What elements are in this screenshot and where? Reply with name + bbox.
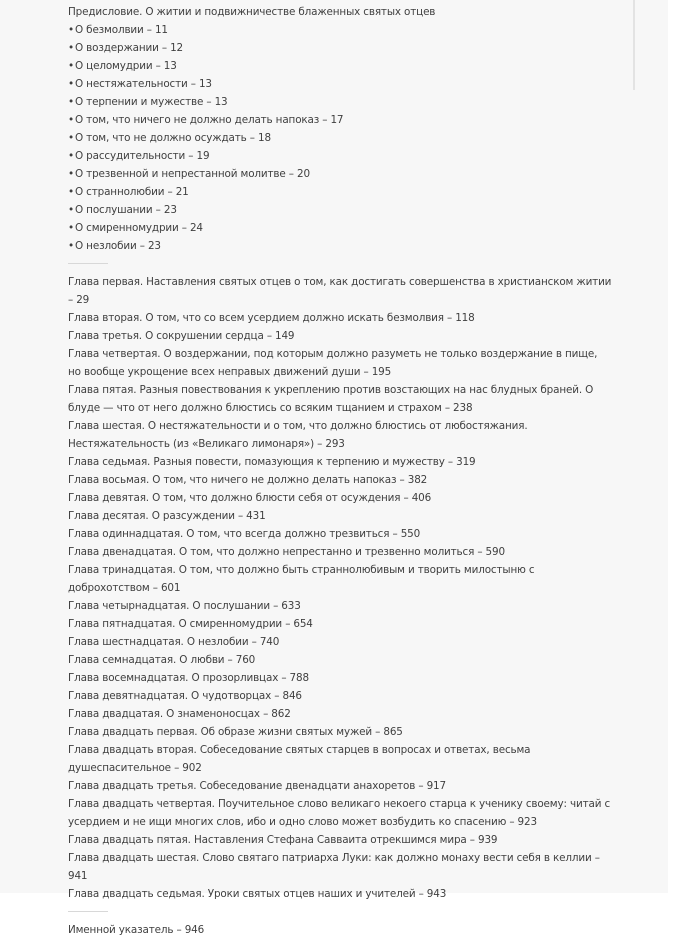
preface-item: • О целомудрии – 13 [68, 57, 613, 75]
preface-item: • О воздержании – 12 [68, 39, 613, 57]
chapter-item: Глава четырнадцатая. О послушании – 633 [68, 600, 301, 612]
chapter-item: Глава седьмая. Разныя повести, помазующия к терпению и мужеству – 319 [68, 456, 476, 468]
chapter-item: Глава пятая. Разныя повествования к укреплению против возстающих на нас блудных браней. О блуде — что от него должно блюстись со всяким тщанием и страхом – 238 [68, 384, 594, 414]
chapter-item: Глава восьмая. О том, что ничего не должно делать напоказ – 382 [68, 474, 428, 486]
chapter-item: Глава двадцатая. О знаменоносцах – 862 [68, 708, 291, 720]
chapter-item: Глава двадцать седьмая. Уроки святых отцев наших и учителей – 943 [68, 888, 447, 900]
preface-item: • О незлобии – 23 [68, 237, 613, 255]
preface-item: • О безмолвии – 11 [68, 21, 613, 39]
section-divider [68, 263, 108, 264]
chapter-item: Глава восемнадцатая. О прозорливцах – 788 [68, 672, 309, 684]
preface-item: • О страннолюбии – 21 [68, 183, 613, 201]
preface-item: • О смиренномудрии – 24 [68, 219, 613, 237]
table-of-contents [68, 3, 613, 939]
chapter-item: Глава семнадцатая. О любви – 760 [68, 654, 256, 666]
chapter-item: Глава двенадцатая. О том, что должно непрестанно и трезвенно молиться – 590 [68, 546, 505, 558]
chapter-item: Глава вторая. О том, что со всем усердием должно искать безмолвия – 118 [68, 312, 475, 324]
chapter-item: Глава двадцать шестая. Слово святаго патриарха Луки: как должно монаху вести себя в келлии – 941 [68, 852, 600, 882]
chapter-item: Глава двадцать пятая. Наставления Стефана Саввaита отрекшимся мира – 939 [68, 834, 498, 846]
preface-item: • О послушании – 23 [68, 201, 613, 219]
preface-item: • О рассудительности – 19 [68, 147, 613, 165]
preface-item: • О терпении и мужестве – 13 [68, 93, 613, 111]
chapter-item: Глава первая. Наставления святых отцев о том, как достигать совершенства в христианском житии – 29 [68, 276, 612, 306]
preface-list [68, 21, 613, 255]
preface-title: Предисловие. О житии и подвижничестве блаженных святых отцев [68, 6, 436, 18]
chapter-item: Глава шестая. О нестяжательности и о том, что должно блюстись от любостяжания. Нестяжательность (из «Великаго лимонаря») – 293 [68, 420, 528, 450]
preface-item: • О том, что ничего не должно делать напоказ – 17 [68, 111, 613, 129]
preface-item: • О том, что не должно осуждать – 18 [68, 129, 613, 147]
chapter-item: Глава девятнадцатая. О чудотворцах – 846 [68, 690, 302, 702]
chapter-item: Глава двадцать вторая. Собеседование святых старцев в вопросах и ответах, весьма душеспасительное – 902 [68, 744, 531, 774]
chapter-item: Глава тринадцатая. О том, что должно быть страннолюбивым и творить милостыню с доброхотством – 601 [68, 564, 535, 594]
chapter-item: Глава четвертая. О воздержании, под которым должно разуметь не только воздержание в пище, но вообще укрощение всех неправых движений души – 195 [68, 348, 598, 378]
scrollbar[interactable] [633, 0, 635, 90]
chapter-item: Глава пятнадцатая. О смиренномудрии – 654 [68, 618, 313, 630]
chapter-item: Глава девятая. О том, что должно блюсти себя от осуждения – 406 [68, 492, 432, 504]
chapter-list [68, 273, 613, 903]
name-index-entry: Именной указатель – 946 [68, 924, 205, 936]
chapter-item: Глава двадцать первая. Об образе жизни святых мужей – 865 [68, 726, 403, 738]
chapter-item: Глава одиннадцатая. О том, что всегда должно трезвиться – 550 [68, 528, 421, 540]
chapter-item: Глава десятая. О разсуждении – 431 [68, 510, 266, 522]
chapter-item: Глава шестнадцатая. О незлобии – 740 [68, 636, 280, 648]
chapter-item: Глава третья. О сокрушении сердца – 149 [68, 330, 295, 342]
chapter-item: Глава двадцать третья. Собеседование двенадцати анахоретов – 917 [68, 780, 446, 792]
preface-item: • О нестяжательности – 13 [68, 75, 613, 93]
chapter-item: Глава двадцать четвертая. Поучительное слово великаго некоего старца к ученику своему: читай с усердием и не ищи многих слов, ибо и одно слово может возбудить ко спасению – 923 [68, 798, 611, 828]
section-divider [68, 911, 108, 912]
preface-item: • О трезвенной и непрестанной молитве – 20 [68, 165, 613, 183]
